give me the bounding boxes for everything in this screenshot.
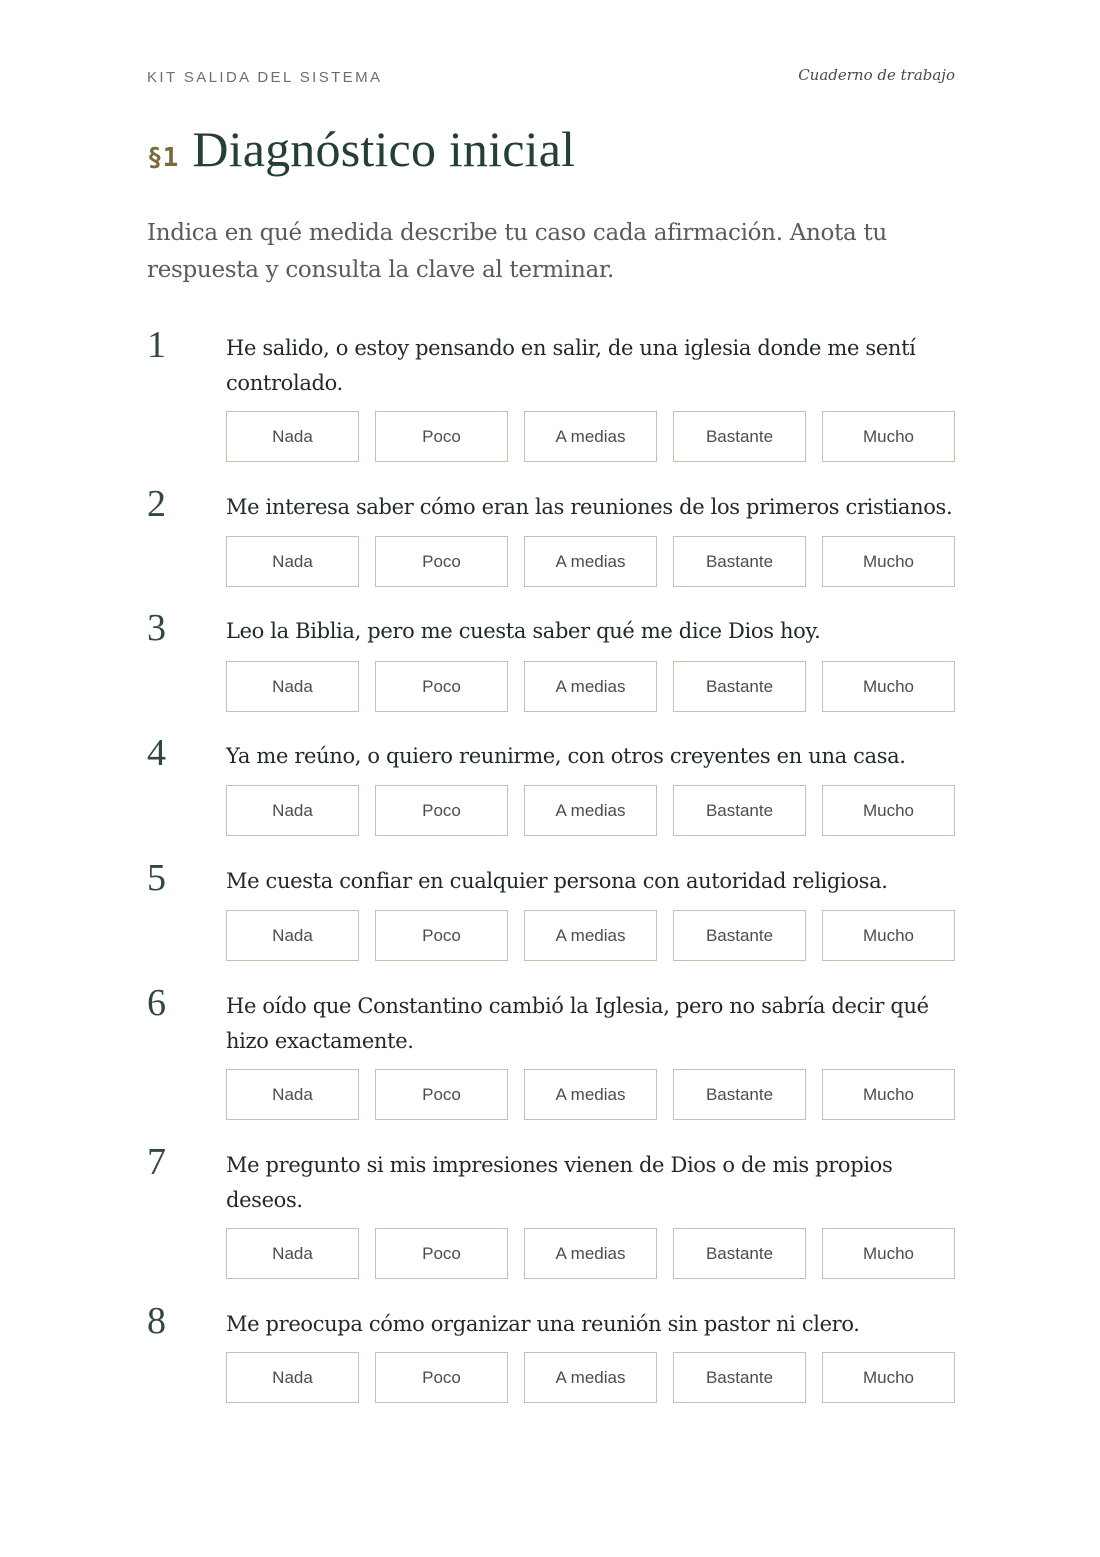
option-nada[interactable]: Nada (226, 785, 359, 836)
option-bastante[interactable]: Bastante (673, 785, 806, 836)
option-nada[interactable]: Nada (226, 1069, 359, 1120)
notebook-label: Cuaderno de trabajo (798, 66, 955, 84)
option-a-medias[interactable]: A medias (524, 785, 657, 836)
option-poco[interactable]: Poco (375, 785, 508, 836)
option-a-medias[interactable]: A medias (524, 1228, 657, 1279)
intro-paragraph: Indica en qué medida describe tu caso cada afirmación. Anota tu respuesta y consulta la clave al terminar. (147, 220, 887, 283)
option-mucho[interactable]: Mucho (822, 1228, 955, 1279)
option-mucho[interactable]: Mucho (822, 411, 955, 462)
section-mark: §1 (147, 143, 179, 173)
option-mucho[interactable]: Mucho (822, 536, 955, 587)
option-poco[interactable]: Poco (375, 536, 508, 587)
page-title: Diagnóstico inicial (192, 121, 576, 177)
option-nada[interactable]: Nada (226, 411, 359, 462)
answer-options (226, 536, 955, 587)
question-number: 2 (147, 483, 166, 525)
option-poco[interactable]: Poco (375, 1069, 508, 1120)
question-number: 8 (147, 1300, 166, 1342)
option-bastante[interactable]: Bastante (673, 661, 806, 712)
answer-options (226, 411, 955, 462)
option-mucho[interactable]: Mucho (822, 785, 955, 836)
question-number: 6 (147, 982, 166, 1024)
section-heading (147, 120, 575, 190)
option-nada[interactable]: Nada (226, 661, 359, 712)
option-poco[interactable]: Poco (375, 661, 508, 712)
option-mucho[interactable]: Mucho (822, 661, 955, 712)
option-a-medias[interactable]: A medias (524, 1352, 657, 1403)
option-a-medias[interactable]: A medias (524, 910, 657, 961)
option-nada[interactable]: Nada (226, 536, 359, 587)
question-text: He salido, o estoy pensando en salir, de una iglesia donde me sentí controlado. (226, 336, 916, 395)
question-text: Me cuesta confiar en cualquier persona con autoridad religiosa. (226, 869, 888, 893)
question-number: 5 (147, 857, 166, 899)
question-text: Me pregunto si mis impresiones vienen de Dios o de mis propios deseos. (226, 1153, 893, 1212)
option-mucho[interactable]: Mucho (822, 910, 955, 961)
option-mucho[interactable]: Mucho (822, 1352, 955, 1403)
answer-options (226, 1228, 955, 1279)
question-text: Leo la Biblia, pero me cuesta saber qué me dice Dios hoy. (226, 619, 821, 643)
option-a-medias[interactable]: A medias (524, 1069, 657, 1120)
option-a-medias[interactable]: A medias (524, 411, 657, 462)
question-number: 3 (147, 607, 166, 649)
option-bastante[interactable]: Bastante (673, 1228, 806, 1279)
option-poco[interactable]: Poco (375, 1352, 508, 1403)
question-text: He oído que Constantino cambió la Iglesia, pero no sabría decir qué hizo exactamente. (226, 994, 929, 1053)
running-header (147, 66, 955, 92)
answer-options (226, 785, 955, 836)
answer-options (226, 1069, 955, 1120)
option-mucho[interactable]: Mucho (822, 1069, 955, 1120)
answer-options (226, 661, 955, 712)
option-a-medias[interactable]: A medias (524, 661, 657, 712)
answer-options (226, 1352, 955, 1403)
question-number: 7 (147, 1141, 166, 1183)
option-bastante[interactable]: Bastante (673, 411, 806, 462)
question-text: Me interesa saber cómo eran las reuniones de los primeros cristianos. (226, 495, 953, 519)
kit-label: KIT SALIDA DEL SISTEMA (147, 69, 383, 86)
option-nada[interactable]: Nada (226, 1228, 359, 1279)
question-number: 4 (147, 732, 166, 774)
option-poco[interactable]: Poco (375, 1228, 508, 1279)
option-a-medias[interactable]: A medias (524, 536, 657, 587)
question-text: Ya me reúno, o quiero reunirme, con otros creyentes en una casa. (226, 744, 906, 768)
question-text: Me preocupa cómo organizar una reunión sin pastor ni clero. (226, 1312, 860, 1336)
option-bastante[interactable]: Bastante (673, 1069, 806, 1120)
answer-options (226, 910, 955, 961)
option-poco[interactable]: Poco (375, 910, 508, 961)
option-bastante[interactable]: Bastante (673, 910, 806, 961)
option-bastante[interactable]: Bastante (673, 1352, 806, 1403)
option-poco[interactable]: Poco (375, 411, 508, 462)
option-nada[interactable]: Nada (226, 1352, 359, 1403)
option-bastante[interactable]: Bastante (673, 536, 806, 587)
option-nada[interactable]: Nada (226, 910, 359, 961)
question-number: 1 (147, 324, 166, 366)
